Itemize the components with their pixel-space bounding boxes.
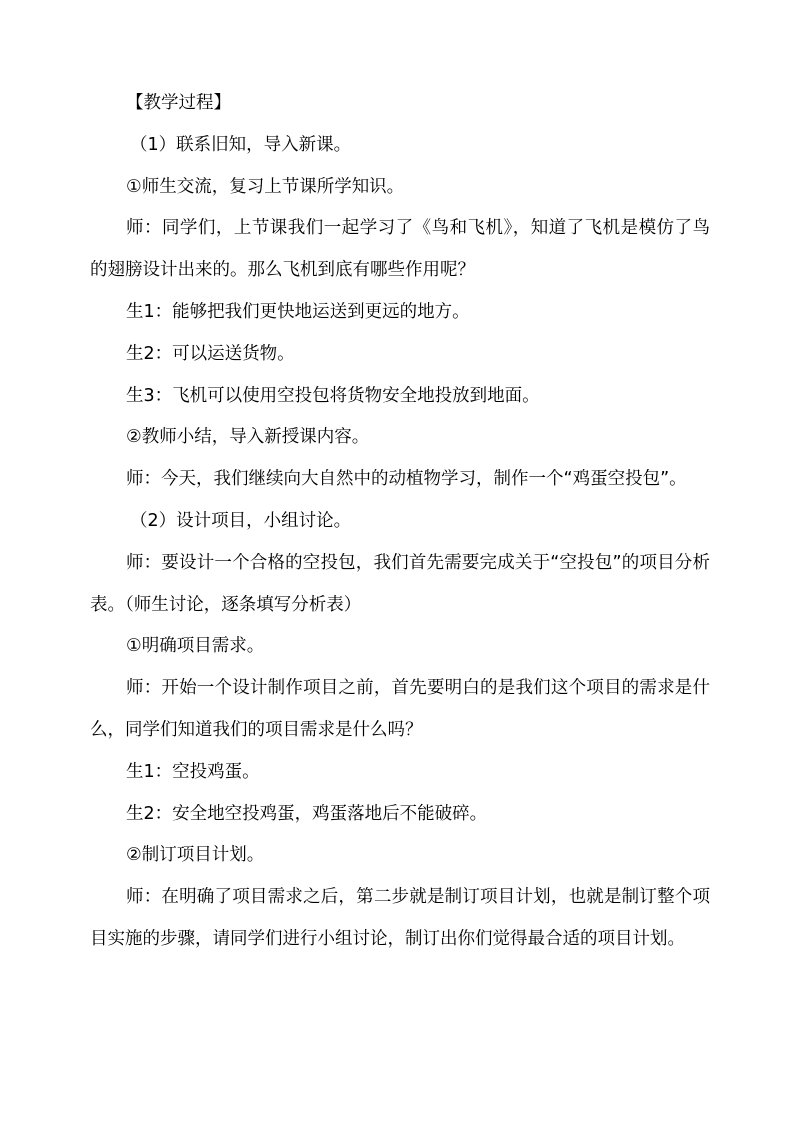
document-body — [90, 83, 710, 961]
paragraph: 生1：空投鸡蛋。 — [126, 761, 260, 782]
paragraph: 生2：可以运送货物。 — [126, 343, 295, 364]
step-heading: （1）联系旧知，导入新课。 — [130, 134, 352, 155]
paragraph: ②教师小结，导入新授课内容。 — [126, 427, 370, 448]
paragraph: 师：要设计一个合格的空投包，我们首先需要完成关于“空投包”的项目分析表。（师生讨论，逐条填写分析表） — [90, 552, 710, 615]
paragraph: 生1：能够把我们更快地运送到更远的地方。 — [126, 301, 470, 322]
paragraph: 师：在明确了项目需求之后，第二步就是制订项目计划，也就是制订整个项目实施的步骤，请同学们进行小组讨论，制订出你们觉得最合适的项目计划。 — [90, 887, 710, 949]
paragraph: 师：开始一个设计制作项目之前，首先要明白的是我们这个项目的需求是什么，同学们知道我们的项目需求是什么吗？ — [90, 678, 710, 740]
paragraph: 生2：安全地空投鸡蛋，鸡蛋落地后不能破碎。 — [126, 803, 488, 824]
paragraph: ①师生交流，复习上节课所学知识。 — [126, 176, 405, 197]
paragraph: 师：今天，我们继续向大自然中的动植物学习，制作一个“鸡蛋空投包”。 — [126, 469, 687, 490]
paragraph: ②制订项目计划。 — [126, 845, 265, 866]
paragraph: ①明确项目需求。 — [126, 636, 265, 657]
step-heading: （2）设计项目，小组讨论。 — [130, 510, 352, 531]
section-heading: 【教学过程】 — [126, 93, 231, 113]
paragraph: 师：同学们，上节课我们一起学习了《鸟和飞机》，知道了飞机是模仿了鸟的翅膀设计出来的。那么飞机到底有哪些作用呢？ — [90, 218, 710, 281]
paragraph: 生3：飞机可以使用空投包将货物安全地投放到地面。 — [126, 385, 540, 406]
